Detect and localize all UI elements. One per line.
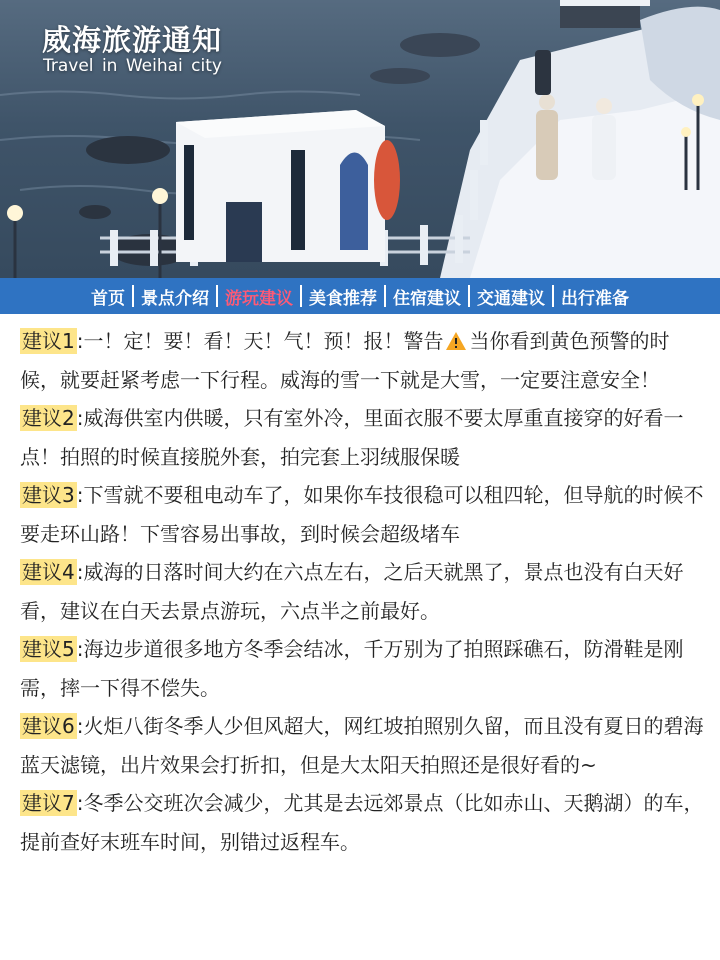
tip-text: 下雪就不要租电动车了，如果你车技很稳可以租四轮，但导航的时候不要走环山路！下雪容易出事故，到时候会超级堵车 xyxy=(20,483,704,546)
tip-text: 当你看到黄色预警的时候，就要赶紧考虑一下行程。威海的雪一下就是大雪，一定要注意安全！ xyxy=(20,329,670,392)
tip-label: 建议2 xyxy=(22,406,75,430)
tip-item: 建议7 :冬季公交班次会减少，尤其是去远郊景点（比如赤山、天鹅湖）的车，提前查好末班车时间，别错过返程车。 xyxy=(20,791,704,854)
tip-label: 建议3 xyxy=(22,483,75,507)
nav-item-transport[interactable]: 交通建议 xyxy=(477,288,545,309)
nav-divider xyxy=(216,285,218,307)
tips-list xyxy=(20,322,704,861)
tip-label: 建议1 xyxy=(22,329,75,353)
hero-title: 威海旅游通知 xyxy=(42,23,223,57)
nav-item-preparation[interactable]: 出行准备 xyxy=(561,288,629,309)
tip-label: 建议5 xyxy=(22,637,75,661)
warning-icon xyxy=(445,331,467,351)
nav-item-lodging[interactable]: 住宿建议 xyxy=(393,288,461,309)
nav-divider xyxy=(132,285,134,307)
tip-item: 建议1 :一！定！要！看！天！气！预！报！警告 当你看到黄色预警的时候，就要赶紧考虑一下行程。威海的雪一下就是大雪，一定要注意安全！ xyxy=(20,329,670,392)
nav-bar xyxy=(0,278,720,314)
nav-divider xyxy=(384,285,386,307)
tip-text-before-icon: 一！定！要！看！天！气！预！报！警告 xyxy=(83,329,444,353)
tip-item: 建议5 :海边步道很多地方冬季会结冰，千万别为了拍照踩礁石，防滑鞋是刚需，摔一下得不偿失。 xyxy=(20,637,684,700)
tip-item: 建议4 :威海的日落时间大约在六点左右，之后天就黑了，景点也没有白天好看，建议在白天去景点游玩，六点半之前最好。 xyxy=(20,560,684,623)
tip-text: 海边步道很多地方冬季会结冰，千万别为了拍照踩礁石，防滑鞋是刚需，摔一下得不偿失。 xyxy=(20,637,684,700)
tip-item: 建议6 :火炬八街冬季人少但风超大，网红坡拍照别久留，而且没有夏日的碧海蓝天滤镜，出片效果会打折扣，但是大太阳天拍照还是很好看的~ xyxy=(20,714,704,777)
nav-item-home[interactable]: 首页 xyxy=(91,288,125,309)
nav-item-attractions[interactable]: 景点介绍 xyxy=(141,288,209,309)
hero-photo xyxy=(0,0,720,278)
tip-label: 建议4 xyxy=(22,560,75,584)
tip-item: 建议2 :威海供室内供暖，只有室外冷，里面衣服不要太厚重直接穿的好看一点！拍照的时候直接脱外套，拍完套上羽绒服保暖 xyxy=(20,406,684,469)
nav-divider xyxy=(300,285,302,307)
tip-text: 威海的日落时间大约在六点左右，之后天就黑了，景点也没有白天好看，建议在白天去景点游玩，六点半之前最好。 xyxy=(20,560,684,623)
nav-item-food[interactable]: 美食推荐 xyxy=(309,288,377,309)
nav-divider xyxy=(468,285,470,307)
tip-item: 建议3 :下雪就不要租电动车了，如果你车技很稳可以租四轮，但导航的时候不要走环山路！下雪容易出事故，到时候会超级堵车 xyxy=(20,483,704,546)
tip-label: 建议6 xyxy=(22,714,75,738)
tip-label: 建议7 xyxy=(22,791,75,815)
tip-text: 冬季公交班次会减少，尤其是去远郊景点（比如赤山、天鹅湖）的车，提前查好末班车时间，别错过返程车。 xyxy=(20,791,704,854)
tip-text: 火炬八街冬季人少但风超大，网红坡拍照别久留，而且没有夏日的碧海蓝天滤镜，出片效果会打折扣，但是大太阳天拍照还是很好看的~ xyxy=(20,714,704,777)
nav-divider xyxy=(552,285,554,307)
tip-text: 威海供室内供暖，只有室外冷，里面衣服不要太厚重直接穿的好看一点！拍照的时候直接脱外套，拍完套上羽绒服保暖 xyxy=(20,406,684,469)
hero-subtitle: Travel in Weihai city xyxy=(43,56,222,76)
nav-item-tips[interactable]: 游玩建议 xyxy=(225,288,293,309)
